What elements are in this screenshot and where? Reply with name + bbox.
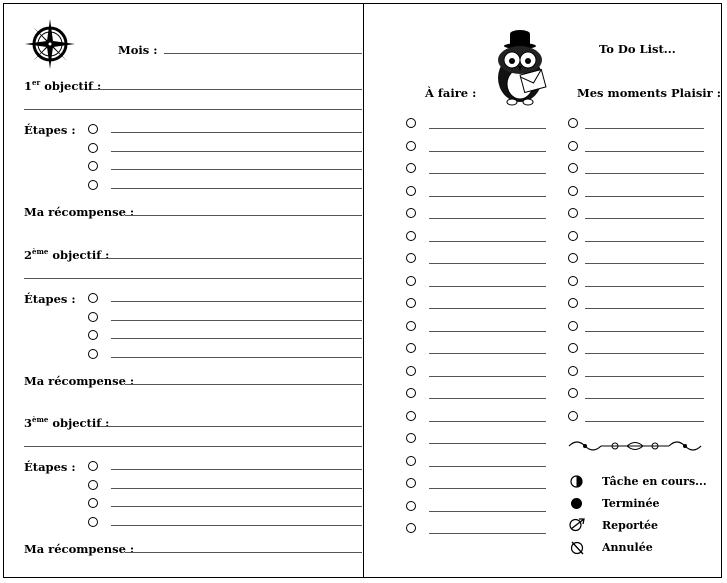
reward-line	[125, 215, 362, 216]
goal-ordinal: ème	[32, 415, 49, 424]
pleasure-line	[585, 263, 704, 264]
legend-in-progress: Tâche en cours...	[602, 475, 707, 488]
owl-illustration	[484, 20, 564, 108]
pleasure-line	[585, 128, 704, 129]
step-line	[111, 188, 362, 189]
todo-line	[429, 263, 546, 264]
step-checkbox[interactable]	[88, 293, 98, 303]
legend-cancelled: Annulée	[602, 541, 653, 554]
todo-checkbox[interactable]	[406, 276, 416, 286]
todo-checkbox[interactable]	[406, 141, 416, 151]
pleasure-checkbox[interactable]	[568, 208, 578, 218]
slashed-circle-icon	[570, 540, 585, 555]
half-circle-icon	[570, 475, 583, 488]
todo-checkbox[interactable]	[406, 231, 416, 241]
month-label: Mois :	[118, 43, 158, 57]
pleasure-line	[585, 421, 704, 422]
todo-line	[429, 286, 546, 287]
step-checkbox[interactable]	[88, 312, 98, 322]
goal-line	[92, 89, 362, 90]
pleasure-checkbox[interactable]	[568, 343, 578, 353]
legend-postponed: Reportée	[602, 519, 659, 532]
pleasure-checkbox[interactable]	[568, 388, 578, 398]
todo-line	[429, 353, 546, 354]
goal-label	[24, 416, 109, 430]
pleasure-line	[585, 218, 704, 219]
goal-line	[100, 426, 362, 427]
pleasure-line	[585, 151, 704, 152]
todo-line	[429, 443, 546, 444]
pleasure-checkbox[interactable]	[568, 298, 578, 308]
todo-checkbox[interactable]	[406, 163, 416, 173]
pleasure-checkbox[interactable]	[568, 366, 578, 376]
todo-checkbox[interactable]	[406, 186, 416, 196]
step-checkbox[interactable]	[88, 124, 98, 134]
step-checkbox[interactable]	[88, 461, 98, 471]
reward-label: Ma récompense :	[24, 542, 135, 556]
pleasure-line	[585, 196, 704, 197]
goal-word: objectif :	[52, 416, 110, 430]
compass-rose-icon	[24, 18, 76, 70]
goal-number: 2	[24, 248, 33, 262]
pleasure-checkbox[interactable]	[568, 321, 578, 331]
todo-checkbox[interactable]	[406, 478, 416, 488]
goal-label	[24, 248, 109, 262]
goal-word: objectif :	[52, 248, 110, 262]
goal-ordinal: ème	[32, 247, 49, 256]
steps-label: Étapes :	[24, 123, 76, 137]
todo-checkbox[interactable]	[406, 321, 416, 331]
month-line	[164, 53, 362, 54]
todo-checkbox[interactable]	[406, 433, 416, 443]
todo-line	[429, 376, 546, 377]
step-line	[111, 488, 362, 489]
pleasure-line	[585, 286, 704, 287]
goal-line-extra	[24, 446, 362, 447]
todo-line	[429, 151, 546, 152]
goal-number: 1	[24, 79, 33, 93]
todo-line	[429, 218, 546, 219]
goal-line-extra	[24, 278, 362, 279]
pleasure-checkbox[interactable]	[568, 163, 578, 173]
todo-checkbox[interactable]	[406, 456, 416, 466]
step-line	[111, 132, 362, 133]
reward-label: Ma récompense :	[24, 205, 135, 219]
todo-checkbox[interactable]	[406, 523, 416, 533]
step-line	[111, 320, 362, 321]
step-line	[111, 151, 362, 152]
steps-label: Étapes :	[24, 292, 76, 306]
step-line	[111, 169, 362, 170]
todo-line	[429, 308, 546, 309]
todo-line	[429, 466, 546, 467]
pleasure-checkbox[interactable]	[568, 253, 578, 263]
pleasure-checkbox[interactable]	[568, 411, 578, 421]
todo-checkbox[interactable]	[406, 253, 416, 263]
todo-checkbox[interactable]	[406, 366, 416, 376]
todo-line	[429, 533, 546, 534]
step-line	[111, 301, 362, 302]
goal-line	[100, 258, 362, 259]
step-line	[111, 506, 362, 507]
step-checkbox[interactable]	[88, 143, 98, 153]
pleasure-checkbox[interactable]	[568, 141, 578, 151]
pleasure-checkbox[interactable]	[568, 118, 578, 128]
step-line	[111, 525, 362, 526]
filled-circle-icon	[570, 497, 583, 510]
pleasure-checkbox[interactable]	[568, 186, 578, 196]
pleasure-line	[585, 308, 704, 309]
todo-line	[429, 241, 546, 242]
pleasure-line	[585, 173, 704, 174]
pleasure-checkbox[interactable]	[568, 276, 578, 286]
todo-checkbox[interactable]	[406, 208, 416, 218]
todo-line	[429, 421, 546, 422]
todo-line	[429, 398, 546, 399]
ornament-divider	[565, 438, 705, 454]
goal-word: objectif :	[44, 79, 102, 93]
todo-line	[429, 488, 546, 489]
todo-line	[429, 331, 546, 332]
step-line	[111, 338, 362, 339]
todo-line	[429, 173, 546, 174]
goal-number: 3	[24, 416, 33, 430]
pleasure-line	[585, 241, 704, 242]
pleasure-line	[585, 331, 704, 332]
goal-line-extra	[24, 109, 362, 110]
legend-done: Terminée	[602, 497, 660, 510]
arrow-circle-icon	[569, 517, 586, 532]
pleasure-label: Mes moments Plaisir :	[577, 86, 721, 100]
page-divider	[363, 3, 364, 578]
reward-line	[125, 384, 362, 385]
todo-checkbox[interactable]	[406, 411, 416, 421]
reward-line	[125, 552, 362, 553]
todo-title: To Do List...	[599, 42, 676, 56]
reward-label: Ma récompense :	[24, 374, 135, 388]
todo-checkbox[interactable]	[406, 118, 416, 128]
step-line	[111, 469, 362, 470]
todo-checkbox[interactable]	[406, 298, 416, 308]
step-line	[111, 357, 362, 358]
steps-label: Étapes :	[24, 460, 76, 474]
pleasure-checkbox[interactable]	[568, 231, 578, 241]
todo-label: À faire :	[425, 86, 477, 100]
todo-line	[429, 511, 546, 512]
todo-checkbox[interactable]	[406, 343, 416, 353]
todo-checkbox[interactable]	[406, 388, 416, 398]
todo-checkbox[interactable]	[406, 501, 416, 511]
step-checkbox[interactable]	[88, 480, 98, 490]
todo-line	[429, 196, 546, 197]
pleasure-line	[585, 398, 704, 399]
goal-label	[24, 79, 101, 93]
pleasure-line	[585, 376, 704, 377]
goal-ordinal: er	[32, 78, 41, 87]
todo-line	[429, 128, 546, 129]
pleasure-line	[585, 353, 704, 354]
